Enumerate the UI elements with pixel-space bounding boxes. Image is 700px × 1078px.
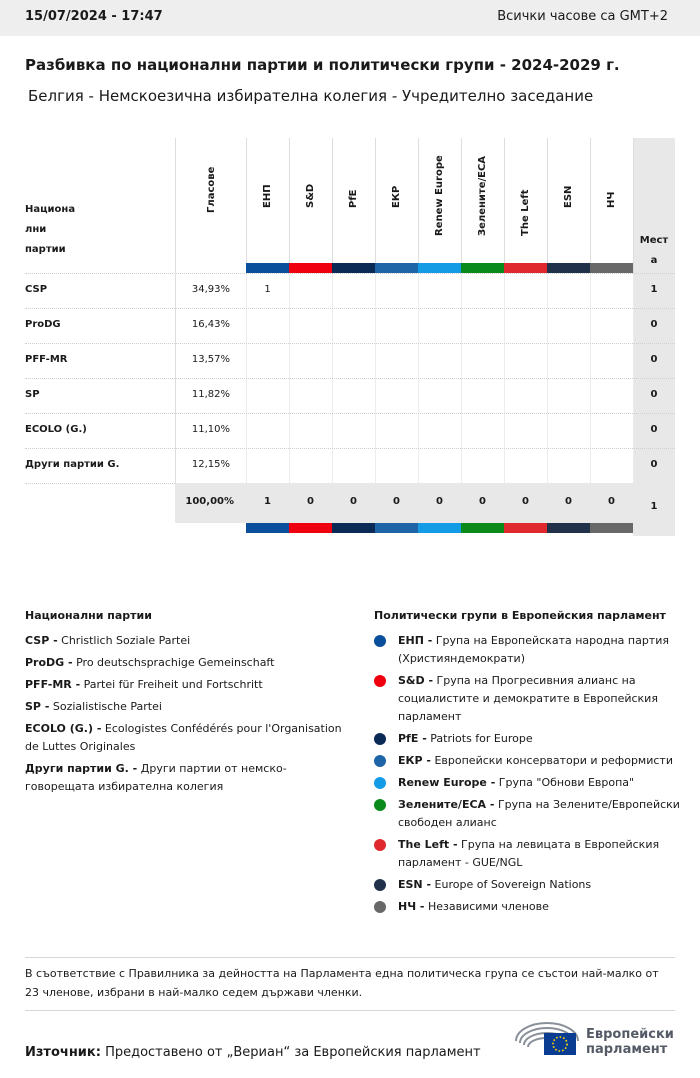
table-row	[25, 413, 675, 448]
group-dot-icon	[374, 879, 386, 891]
vote-share: 16,43%	[191, 319, 230, 330]
group-full-name: Независими членове	[424, 900, 549, 913]
group-abbr: S&D -	[398, 674, 434, 687]
group-header: ЕНП	[262, 184, 273, 208]
party-abbr: ProDG -	[25, 656, 73, 669]
row-divider	[461, 379, 462, 414]
group-color-bar	[590, 523, 633, 533]
group-column-divider	[289, 138, 290, 273]
group-full-name: Група на левицата в Европейския парламент - GUE/NGL	[398, 838, 660, 869]
group-color-bar	[246, 523, 289, 533]
group-abbr: The Left -	[398, 838, 458, 851]
row-divider	[547, 274, 548, 309]
logo-line: парламент	[586, 1042, 668, 1057]
row-divider	[504, 344, 505, 379]
header-divider	[175, 138, 176, 273]
vote-share: 13,57%	[191, 354, 230, 365]
group-column-divider	[332, 138, 333, 273]
national-party-item	[25, 654, 345, 672]
group-full-name: Група "Обнови Европа"	[495, 776, 635, 789]
party-full-name: Sozialistische Partei	[49, 700, 162, 713]
group-dot-icon	[374, 777, 386, 789]
group-color-bar	[332, 523, 375, 533]
timezone-note: Всички часове са GMT+2	[497, 9, 668, 24]
results-table	[25, 138, 675, 536]
row-divider	[418, 309, 419, 344]
group-full-name: Europe of Sovereign Nations	[431, 878, 592, 891]
row-divider	[246, 344, 247, 379]
row-divider	[332, 274, 333, 309]
national-party-item	[25, 698, 345, 716]
group-dot-icon	[374, 635, 386, 647]
table-row	[25, 308, 675, 343]
party-abbr: ECOLO (G.) -	[25, 722, 102, 735]
row-divider	[461, 449, 462, 484]
group-dot-icon	[374, 733, 386, 745]
party-abbr: Други партии G. -	[25, 762, 138, 775]
group-color-bar	[289, 263, 332, 273]
party-full-name: Christlich Soziale Partei	[57, 634, 191, 647]
row-divider	[504, 274, 505, 309]
group-header: ЕКР	[391, 185, 402, 208]
group-column-divider	[590, 138, 591, 273]
total-group-cell: 0	[522, 496, 529, 507]
row-divider	[547, 414, 548, 449]
group-abbr: ЕНП -	[398, 634, 433, 647]
source-label: Източник:	[25, 1045, 101, 1060]
row-divider	[547, 344, 548, 379]
page-subtitle: Белгия - Немскоезична избирателна колегия - Учредително заседание	[28, 87, 594, 105]
page-title: Разбивка по национални партии и политически групи - 2024-2029 г.	[25, 56, 620, 74]
group-header: Зелените/ЕСА	[477, 155, 488, 236]
row-divider	[375, 414, 376, 449]
total-group-cell: 0	[436, 496, 443, 507]
row-divider	[332, 344, 333, 379]
divider	[25, 957, 675, 958]
total-group-cell: 1	[264, 496, 271, 507]
row-divider	[504, 449, 505, 484]
group-dot-icon	[374, 799, 386, 811]
vote-share: 11,82%	[191, 389, 230, 400]
group-abbr: ЕКР -	[398, 754, 431, 767]
row-divider	[590, 274, 591, 309]
party-header-line: Национа	[25, 204, 76, 215]
party-header-line: партии	[25, 244, 66, 255]
seats-value: 0	[650, 319, 658, 330]
table-row	[25, 448, 675, 483]
parliament-emblem-icon	[514, 1019, 580, 1059]
row-divider	[504, 379, 505, 414]
group-header: PfE	[348, 189, 359, 208]
group-header: НЧ	[606, 191, 617, 208]
total-group-cell: 0	[479, 496, 486, 507]
row-divider	[590, 309, 591, 344]
group-full-name: Patriots for Europe	[426, 732, 533, 745]
group-full-name: Група на Зелените/Европейски свободен алианс	[398, 798, 680, 829]
political-groups-heading: Политически групи в Европейския парламент	[374, 609, 666, 622]
row-divider	[246, 449, 247, 484]
table-row	[25, 273, 675, 308]
table-row	[25, 343, 675, 378]
group-color-bar	[504, 263, 547, 273]
group-column-divider	[547, 138, 548, 273]
row-divider	[547, 309, 548, 344]
rules-note: В съответствие с Правилника за дейността на Парламента една политическа група се състои най-малко от 23 членове, избрани в най-малко седем държави членки.	[25, 967, 659, 999]
group-header: Renew Europe	[434, 155, 445, 236]
row-divider	[289, 344, 290, 379]
party-header-line: лни	[25, 224, 47, 235]
table-row	[25, 378, 675, 413]
group-color-bar	[461, 523, 504, 533]
total-seats: 1	[650, 501, 658, 512]
total-group-cell: 0	[350, 496, 357, 507]
group-column-divider	[461, 138, 462, 273]
party-full-name: Partei für Freiheit und Fortschritt	[80, 678, 263, 691]
row-divider	[504, 414, 505, 449]
row-divider	[246, 309, 247, 344]
group-full-name: Група на Европейската народна партия (Християндемократи)	[398, 634, 669, 665]
row-divider	[332, 414, 333, 449]
group-abbr: Зелените/ЕСА -	[398, 798, 495, 811]
row-divider	[289, 379, 290, 414]
total-share: 100,00%	[185, 496, 234, 507]
group-abbr: PfE -	[398, 732, 427, 745]
row-divider	[590, 344, 591, 379]
seats-value: 1	[650, 284, 658, 295]
row-divider	[504, 309, 505, 344]
group-dot-icon	[374, 755, 386, 767]
group-color-bar	[375, 523, 418, 533]
row-divider	[461, 309, 462, 344]
row-divider	[461, 414, 462, 449]
party-full-name: Ecologistes Confédérés pour l'Organisation de Luttes Originales	[25, 722, 342, 753]
total-row	[175, 483, 675, 523]
party-name: Други партии G.	[25, 459, 120, 470]
seats-value: 0	[650, 389, 658, 400]
divider	[25, 1010, 675, 1011]
party-name: CSP	[25, 284, 48, 295]
seats-header-line: а	[650, 255, 658, 266]
row-divider	[590, 414, 591, 449]
row-divider	[590, 449, 591, 484]
total-group-cell: 0	[608, 496, 615, 507]
group-full-name: Европейски консерватори и реформисти	[430, 754, 673, 767]
vote-share: 12,15%	[191, 459, 230, 470]
party-abbr: SP -	[25, 700, 50, 713]
vote-share: 11,10%	[191, 424, 230, 435]
national-party-item	[25, 760, 345, 796]
national-party-item	[25, 720, 345, 756]
row-divider	[375, 344, 376, 379]
group-full-name: Група на Прогресивния алианс на социалистите и демократите в Европейския парламент	[398, 674, 658, 723]
seats-value: 0	[650, 459, 658, 470]
group-header: The Left	[520, 189, 531, 236]
row-divider	[418, 379, 419, 414]
row-divider	[25, 483, 175, 484]
seats-header-line: Мест	[639, 235, 669, 246]
row-divider	[547, 379, 548, 414]
party-name: ProDG	[25, 319, 61, 330]
group-dot-icon	[374, 901, 386, 913]
group-header: ESN	[563, 185, 574, 208]
vote-share: 34,93%	[191, 284, 230, 295]
total-group-cell: 0	[393, 496, 400, 507]
row-divider	[332, 449, 333, 484]
party-full-name: Други партии от немско-говорещата избирателна колегия	[25, 762, 287, 793]
row-divider	[289, 309, 290, 344]
seats-value: 0	[650, 424, 658, 435]
row-divider	[461, 274, 462, 309]
party-name: SP	[25, 389, 40, 400]
votes-header: Гласове	[206, 166, 217, 213]
row-divider	[246, 379, 247, 414]
group-color-bar	[289, 523, 332, 533]
group-header: S&D	[305, 183, 316, 208]
row-divider	[375, 309, 376, 344]
top-bar	[0, 0, 700, 36]
row-divider	[289, 414, 290, 449]
group-color-bar	[418, 523, 461, 533]
group-color-bar	[547, 523, 590, 533]
total-group-cell: 0	[565, 496, 572, 507]
header-divider	[633, 138, 634, 273]
party-header	[25, 138, 175, 273]
group-color-bar	[246, 263, 289, 273]
group-column-divider	[418, 138, 419, 273]
row-divider	[375, 379, 376, 414]
group-seat-cell: 1	[264, 284, 271, 295]
group-dot-icon	[374, 839, 386, 851]
group-abbr: НЧ -	[398, 900, 425, 913]
seats-header	[633, 231, 675, 271]
row-divider	[289, 274, 290, 309]
row-divider	[332, 309, 333, 344]
row-divider	[332, 379, 333, 414]
row-divider	[418, 274, 419, 309]
group-abbr: ESN -	[398, 878, 432, 891]
source-text: Предоставено от „Вериан“ за Европейския парламент	[100, 1045, 481, 1060]
national-party-item	[25, 632, 345, 650]
row-divider	[418, 344, 419, 379]
national-parties-heading: Национални партии	[25, 609, 152, 622]
party-abbr: PFF-MR -	[25, 678, 81, 691]
row-divider	[461, 344, 462, 379]
party-name: ECOLO (G.)	[25, 424, 87, 435]
party-abbr: CSP -	[25, 634, 58, 647]
group-color-bar	[461, 263, 504, 273]
source-line	[25, 1045, 481, 1060]
party-full-name: Pro deutschsprachige Gemeinschaft	[72, 656, 275, 669]
datetime: 15/07/2024 - 17:47	[25, 9, 163, 24]
group-column-divider	[246, 138, 247, 273]
total-group-cell: 0	[307, 496, 314, 507]
party-name: PFF-MR	[25, 354, 68, 365]
group-dot-icon	[374, 675, 386, 687]
group-color-bar	[504, 523, 547, 533]
row-divider	[418, 414, 419, 449]
row-divider	[590, 379, 591, 414]
group-color-bar	[375, 263, 418, 273]
group-color-bar	[418, 263, 461, 273]
row-divider	[246, 414, 247, 449]
group-color-bar	[590, 263, 633, 273]
logo-line: Европейски	[586, 1027, 674, 1042]
ep-logo	[514, 1019, 679, 1059]
group-column-divider	[375, 138, 376, 273]
group-color-bar	[332, 263, 375, 273]
group-color-bar	[547, 263, 590, 273]
row-divider	[547, 449, 548, 484]
row-divider	[375, 274, 376, 309]
row-divider	[289, 449, 290, 484]
seats-value: 0	[650, 354, 658, 365]
row-divider	[418, 449, 419, 484]
group-column-divider	[504, 138, 505, 273]
national-party-item	[25, 676, 345, 694]
group-abbr: Renew Europe -	[398, 776, 496, 789]
row-divider	[375, 449, 376, 484]
